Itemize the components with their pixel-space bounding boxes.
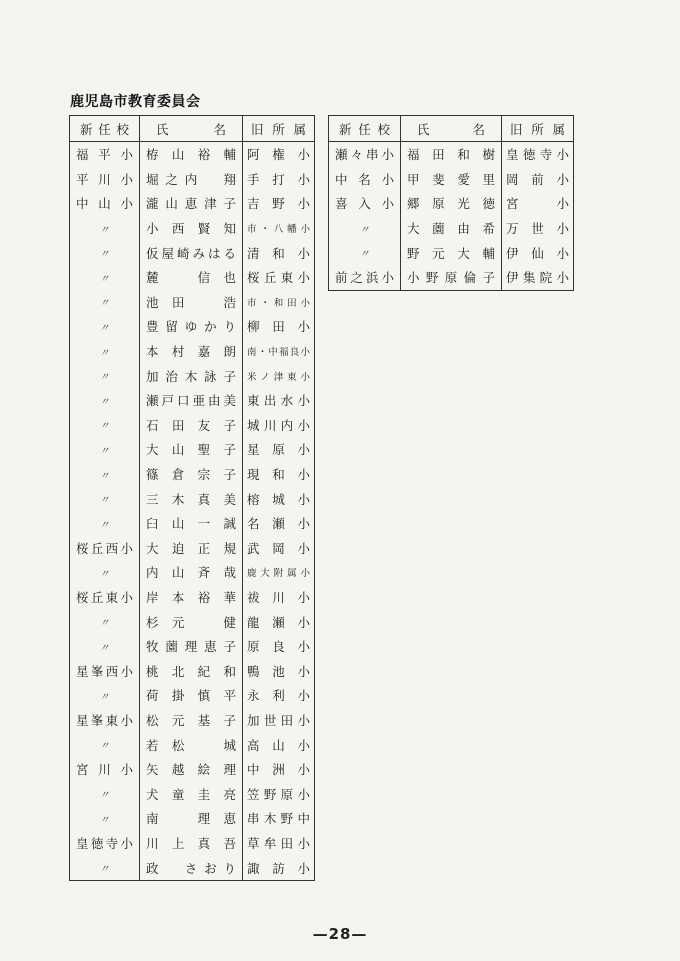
old-school-cell: 東出水小	[243, 388, 315, 413]
new-school-cell: 福平小	[70, 142, 140, 167]
new-school-cell: 桜丘東小	[70, 585, 140, 610]
new-school-cell: 〃	[70, 388, 140, 413]
table-header-row	[70, 116, 315, 142]
name-cell: 荷掛慎平	[140, 683, 243, 708]
new-school-cell: 〃	[70, 560, 140, 585]
name-cell: 三木真美	[140, 486, 243, 511]
old-school-cell: 皇徳寺小	[502, 142, 574, 167]
header-name: 氏名	[140, 116, 243, 142]
new-school-cell: 〃	[70, 290, 140, 315]
header-new-school: 新任校	[70, 116, 140, 142]
old-school-cell: 祓川小	[243, 585, 315, 610]
name-cell: 篠倉宗子	[140, 462, 243, 487]
header-old-school: 旧所属	[502, 116, 574, 142]
table-row	[70, 658, 315, 683]
table-row	[70, 240, 315, 265]
table-row	[329, 167, 574, 192]
name-cell: 岸本裕華	[140, 585, 243, 610]
name-cell: 石田友子	[140, 413, 243, 438]
name-cell: 牧薗理恵子	[140, 634, 243, 659]
old-school-cell: 現和小	[243, 462, 315, 487]
old-school-cell: 伊仙小	[502, 240, 574, 265]
old-school-cell: 中洲小	[243, 757, 315, 782]
name-cell: 加治木詠子	[140, 363, 243, 388]
old-school-cell: 市・八幡小	[243, 216, 315, 241]
new-school-cell: 桜丘西小	[70, 536, 140, 561]
table-row	[70, 462, 315, 487]
name-cell: 松元基子	[140, 708, 243, 733]
old-school-cell: 鹿大附属小	[243, 560, 315, 585]
new-school-cell: 星峯東小	[70, 708, 140, 733]
old-school-cell: 永利小	[243, 683, 315, 708]
old-school-cell: 桜丘東小	[243, 265, 315, 290]
new-school-cell: 〃	[70, 511, 140, 536]
new-school-cell: 宮川小	[70, 757, 140, 782]
table-row	[70, 683, 315, 708]
old-school-cell: 岡前小	[502, 167, 574, 192]
new-school-cell: 〃	[70, 781, 140, 806]
new-school-cell: 平川小	[70, 167, 140, 192]
old-school-cell: 南・中福良小	[243, 339, 315, 364]
page-heading: 鹿児島市教育委員会	[70, 94, 201, 110]
old-school-cell: 龍瀬小	[243, 609, 315, 634]
table-row	[70, 831, 315, 856]
name-cell: 麓 信也	[140, 265, 243, 290]
new-school-cell: 前之浜小	[329, 265, 401, 290]
table-row	[70, 339, 315, 364]
page-number: —28—	[312, 925, 368, 943]
old-school-cell: 草牟田小	[243, 831, 315, 856]
right-personnel-table	[328, 115, 574, 291]
name-cell: 桃北紀和	[140, 658, 243, 683]
name-cell: 大山聖子	[140, 437, 243, 462]
table-row	[70, 191, 315, 216]
name-cell: 瀬戸口亜由美	[140, 388, 243, 413]
name-cell: 小西賢知	[140, 216, 243, 241]
table-row	[70, 142, 315, 167]
name-cell: 大迫正規	[140, 536, 243, 561]
table-row	[70, 536, 315, 561]
old-school-cell: 諏訪小	[243, 855, 315, 880]
name-cell: 仮屋崎みはる	[140, 240, 243, 265]
table-row	[70, 413, 315, 438]
table-row	[70, 511, 315, 536]
name-cell: 豊留ゆかり	[140, 314, 243, 339]
table-row	[70, 437, 315, 462]
old-school-cell: 阿権小	[243, 142, 315, 167]
new-school-cell: 〃	[70, 634, 140, 659]
table-row	[70, 732, 315, 757]
name-cell: 福田和樹	[401, 142, 502, 167]
new-school-cell: 〃	[329, 240, 401, 265]
new-school-cell: 〃	[70, 462, 140, 487]
new-school-cell: 喜入小	[329, 191, 401, 216]
table-row	[70, 634, 315, 659]
old-school-cell: 手打小	[243, 167, 315, 192]
name-cell: 瀧山恵津子	[140, 191, 243, 216]
old-school-cell: 吉野小	[243, 191, 315, 216]
new-school-cell: 〃	[70, 363, 140, 388]
name-cell: 小野原倫子	[401, 265, 502, 290]
old-school-cell: 鴨池小	[243, 658, 315, 683]
name-cell: 甲斐愛里	[401, 167, 502, 192]
table-row	[70, 781, 315, 806]
left-personnel-table	[69, 115, 315, 881]
new-school-cell: 〃	[70, 732, 140, 757]
table-row	[329, 265, 574, 290]
table-row	[329, 142, 574, 167]
new-school-cell: 星峯西小	[70, 658, 140, 683]
new-school-cell: 瀬々串小	[329, 142, 401, 167]
old-school-cell: 万世小	[502, 216, 574, 241]
name-cell: 矢越絵理	[140, 757, 243, 782]
name-cell: 川上真吾	[140, 831, 243, 856]
old-school-cell: 串木野中	[243, 806, 315, 831]
old-school-cell: 加世田小	[243, 708, 315, 733]
name-cell: 栫山裕輔	[140, 142, 243, 167]
new-school-cell: 中山小	[70, 191, 140, 216]
table-row	[70, 609, 315, 634]
name-cell: 本村嘉朗	[140, 339, 243, 364]
table-row	[70, 708, 315, 733]
old-school-cell: 米ノ津東小	[243, 363, 315, 388]
table-row	[329, 240, 574, 265]
name-cell: 郷原光徳	[401, 191, 502, 216]
table-row	[70, 363, 315, 388]
name-cell: 犬童圭亮	[140, 781, 243, 806]
table-row	[70, 486, 315, 511]
table-row	[70, 806, 315, 831]
new-school-cell: 〃	[70, 855, 140, 880]
old-school-cell: 高山小	[243, 732, 315, 757]
name-cell: 内山斉哉	[140, 560, 243, 585]
table-header-row	[329, 116, 574, 142]
table-row	[70, 167, 315, 192]
new-school-cell: 〃	[70, 216, 140, 241]
old-school-cell: 武岡小	[243, 536, 315, 561]
table-row	[70, 585, 315, 610]
new-school-cell: 〃	[70, 240, 140, 265]
name-cell: 堀之内 翔	[140, 167, 243, 192]
old-school-cell: 榕城小	[243, 486, 315, 511]
new-school-cell: 〃	[70, 339, 140, 364]
new-school-cell: 皇徳寺小	[70, 831, 140, 856]
table-row	[329, 191, 574, 216]
header-new-school: 新任校	[329, 116, 401, 142]
table-row	[329, 216, 574, 241]
table-row	[70, 265, 315, 290]
old-school-cell: 宮 小	[502, 191, 574, 216]
table-row	[70, 855, 315, 880]
new-school-cell: 〃	[70, 806, 140, 831]
new-school-cell: 〃	[70, 265, 140, 290]
new-school-cell: 〃	[70, 683, 140, 708]
new-school-cell: 〃	[329, 216, 401, 241]
name-cell: 若松 城	[140, 732, 243, 757]
new-school-cell: 〃	[70, 413, 140, 438]
table-row	[70, 388, 315, 413]
header-old-school: 旧所属	[243, 116, 315, 142]
new-school-cell: 〃	[70, 486, 140, 511]
table-row	[70, 314, 315, 339]
name-cell: 池田 浩	[140, 290, 243, 315]
old-school-cell: 清和小	[243, 240, 315, 265]
table-row	[70, 560, 315, 585]
name-cell: 南 理恵	[140, 806, 243, 831]
old-school-cell: 笠野原小	[243, 781, 315, 806]
old-school-cell: 市・和田小	[243, 290, 315, 315]
table-row	[70, 290, 315, 315]
new-school-cell: 〃	[70, 437, 140, 462]
table-row	[70, 216, 315, 241]
old-school-cell: 原良小	[243, 634, 315, 659]
header-name: 氏名	[401, 116, 502, 142]
new-school-cell: 〃	[70, 609, 140, 634]
new-school-cell: 中名小	[329, 167, 401, 192]
table-row	[70, 757, 315, 782]
name-cell: 政 さおり	[140, 855, 243, 880]
name-cell: 杉元 健	[140, 609, 243, 634]
old-school-cell: 柳田小	[243, 314, 315, 339]
name-cell: 野元大輔	[401, 240, 502, 265]
new-school-cell: 〃	[70, 314, 140, 339]
name-cell: 臼山一誠	[140, 511, 243, 536]
old-school-cell: 星原小	[243, 437, 315, 462]
old-school-cell: 城川内小	[243, 413, 315, 438]
old-school-cell: 伊集院小	[502, 265, 574, 290]
name-cell: 大薗由希	[401, 216, 502, 241]
old-school-cell: 名瀬小	[243, 511, 315, 536]
